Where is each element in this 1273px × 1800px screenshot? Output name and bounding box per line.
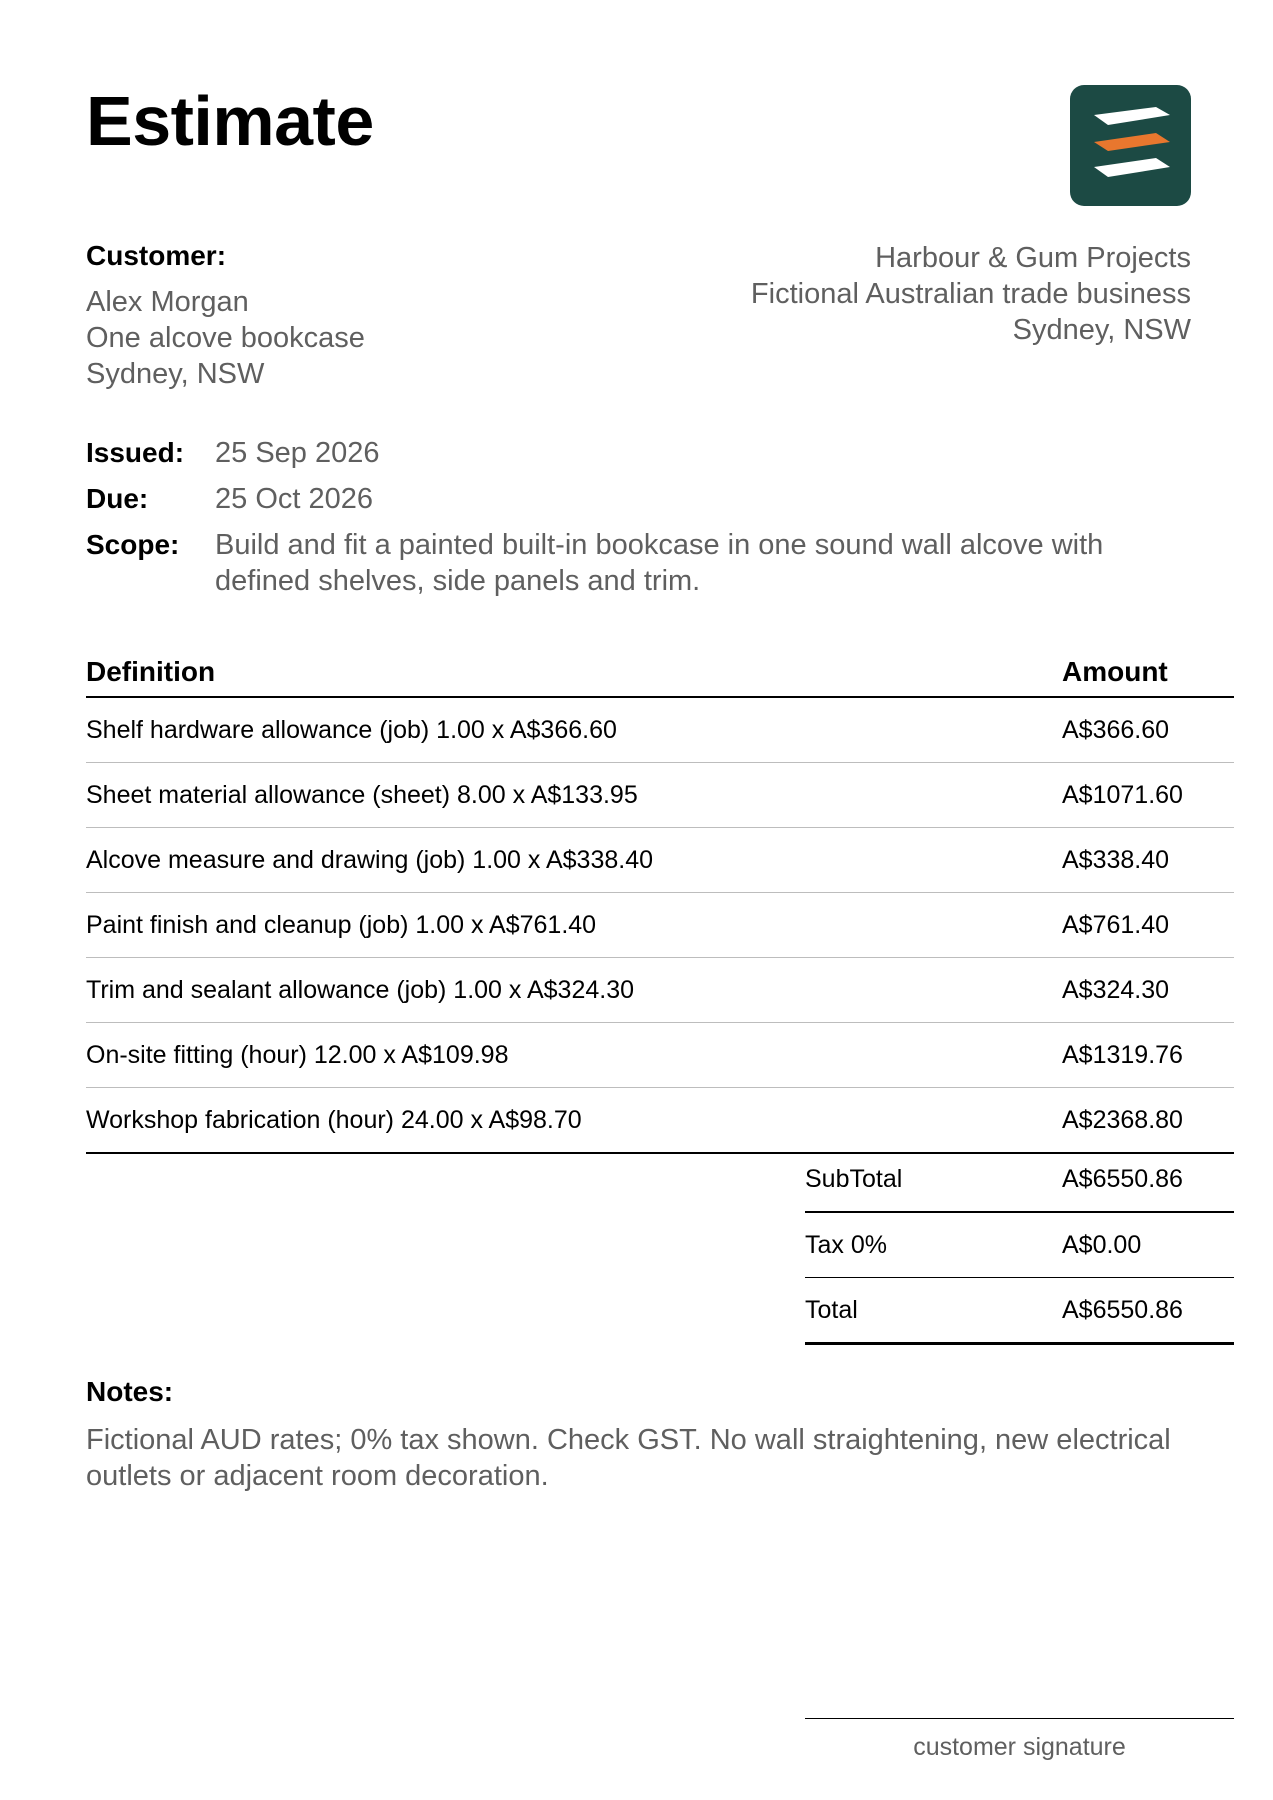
- customer-block: [86, 240, 365, 392]
- row-definition: Trim and sealant allowance (job) 1.00 x A$324.30: [86, 975, 635, 1004]
- row-amount: A$338.40: [1062, 845, 1170, 874]
- total-label: Total: [805, 1295, 858, 1324]
- row-amount: A$761.40: [1062, 910, 1170, 939]
- subtotal-row: [805, 1147, 1234, 1213]
- customer-location: Sydney, NSW: [86, 358, 265, 390]
- totals-block: [805, 1147, 1234, 1345]
- subtotal-value: A$6550.86: [1062, 1164, 1183, 1193]
- row-definition: Paint finish and cleanup (job) 1.00 x A$761.40: [86, 910, 597, 939]
- signature-line: [805, 1718, 1234, 1762]
- due-value: 25 Oct 2026: [215, 483, 373, 515]
- issued-row: [86, 435, 1196, 471]
- tax-label: Tax 0%: [805, 1230, 887, 1259]
- table-header: [86, 652, 1234, 698]
- stacked-layers-logo-icon: [1070, 85, 1191, 206]
- scope-row: [86, 527, 1196, 599]
- issued-label: Issued:: [86, 437, 185, 468]
- table-body: [86, 698, 1234, 1154]
- tax-value: A$0.00: [1062, 1230, 1142, 1259]
- row-definition: Workshop fabrication (hour) 24.00 x A$98.70: [86, 1105, 582, 1134]
- row-definition: Sheet material allowance (sheet) 8.00 x A$133.95: [86, 780, 638, 809]
- row-amount: A$366.60: [1062, 715, 1170, 744]
- header-amount: Amount: [1062, 656, 1168, 687]
- total-value: A$6550.86: [1062, 1295, 1183, 1324]
- scope-label: Scope:: [86, 529, 180, 560]
- business-description: Fictional Australian trade business: [750, 278, 1191, 310]
- table-row: [86, 958, 1234, 1023]
- due-label: Due:: [86, 483, 149, 514]
- table-row: [86, 828, 1234, 893]
- business-name: Harbour & Gum Projects: [875, 242, 1191, 274]
- business-location: Sydney, NSW: [1012, 314, 1191, 346]
- scope-value: Build and fit a painted built-in bookcase in one sound wall alcove with defined shelves, side panels and trim.: [215, 529, 1104, 597]
- row-definition: On-site fitting (hour) 12.00 x A$109.98: [86, 1040, 509, 1069]
- row-amount: A$1071.60: [1062, 780, 1183, 809]
- table-row: [86, 698, 1234, 763]
- subtotal-label: SubTotal: [805, 1164, 903, 1193]
- customer-project: One alcove bookcase: [86, 322, 365, 354]
- total-row: [805, 1278, 1234, 1345]
- row-definition: Alcove measure and drawing (job) 1.00 x A$338.40: [86, 845, 654, 874]
- line-items-table: [86, 652, 1234, 1154]
- table-row: [86, 763, 1234, 828]
- issued-value: 25 Sep 2026: [215, 437, 380, 469]
- row-definition: Shelf hardware allowance (job) 1.00 x A$366.60: [86, 715, 617, 744]
- document-title: Estimate: [86, 82, 374, 160]
- due-row: [86, 481, 1196, 517]
- signature-label: customer signature: [913, 1733, 1126, 1761]
- table-row: [86, 1023, 1234, 1088]
- notes-label: Notes:: [86, 1376, 174, 1407]
- notes-text: Fictional AUD rates; 0% tax shown. Check GST. No wall straightening, new electrical outlets or adjacent room decoration.: [86, 1424, 1171, 1492]
- estimate-meta: [86, 435, 1196, 609]
- row-amount: A$324.30: [1062, 975, 1170, 1004]
- business-block: [751, 240, 1191, 348]
- row-amount: A$2368.80: [1062, 1105, 1183, 1134]
- customer-name: Alex Morgan: [86, 286, 249, 318]
- table-row: [86, 1088, 1234, 1154]
- customer-label: Customer:: [86, 240, 227, 271]
- row-amount: A$1319.76: [1062, 1040, 1183, 1069]
- tax-row: [805, 1213, 1234, 1278]
- table-row: [86, 893, 1234, 958]
- header-definition: Definition: [86, 656, 216, 687]
- notes-block: [86, 1376, 1186, 1494]
